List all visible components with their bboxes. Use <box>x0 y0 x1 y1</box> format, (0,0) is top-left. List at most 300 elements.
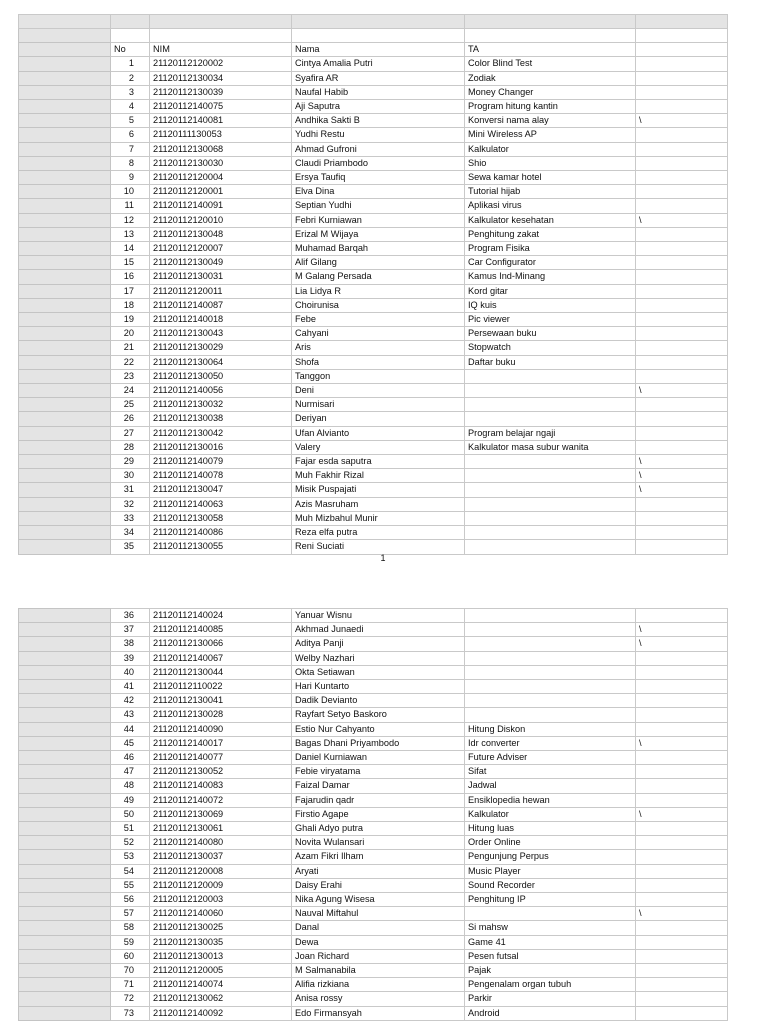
cell-no[interactable]: 31 <box>111 483 150 497</box>
cell-no[interactable]: 2 <box>111 71 150 85</box>
row-header[interactable] <box>19 128 111 142</box>
cell-nama[interactable]: Firstio Agape <box>292 807 465 821</box>
cell-nama[interactable]: Reza elfa putra <box>292 526 465 540</box>
cell-mark[interactable] <box>636 71 728 85</box>
cell-no[interactable]: 34 <box>111 526 150 540</box>
cell-ta[interactable] <box>465 609 636 623</box>
cell-mark[interactable] <box>636 369 728 383</box>
cell-mark[interactable] <box>636 850 728 864</box>
cell-nama[interactable]: Aditya Panji <box>292 637 465 651</box>
cell-no[interactable]: 1 <box>111 57 150 71</box>
cell-mark[interactable] <box>636 412 728 426</box>
cell-nim[interactable]: 21120112130037 <box>150 850 292 864</box>
cell-no[interactable]: 71 <box>111 978 150 992</box>
cell-nama[interactable]: Akhmad Junaedi <box>292 623 465 637</box>
cell-mark[interactable] <box>636 964 728 978</box>
cell-mark[interactable] <box>636 992 728 1006</box>
cell-nim[interactable]: 21120112140090 <box>150 722 292 736</box>
cell-ta[interactable]: Game 41 <box>465 935 636 949</box>
cell-ta[interactable]: Mini Wireless AP <box>465 128 636 142</box>
cell-no[interactable]: 30 <box>111 469 150 483</box>
cell-nama[interactable]: Daisy Erahi <box>292 878 465 892</box>
row-header[interactable] <box>19 156 111 170</box>
cell-no[interactable]: 38 <box>111 637 150 651</box>
cell-ta[interactable] <box>465 623 636 637</box>
cell-mark[interactable]: \ <box>636 455 728 469</box>
cell-nama[interactable]: Claudi Priambodo <box>292 156 465 170</box>
cell-no[interactable]: 21 <box>111 341 150 355</box>
cell-mark[interactable] <box>636 836 728 850</box>
cell-nama[interactable]: Andhika Sakti B <box>292 114 465 128</box>
cell-mark[interactable] <box>636 779 728 793</box>
cell-nim[interactable]: 21120112130038 <box>150 412 292 426</box>
cell-no[interactable]: 22 <box>111 355 150 369</box>
row-header[interactable] <box>19 765 111 779</box>
cell-ta[interactable]: Program Fisika <box>465 242 636 256</box>
cell-nama[interactable]: Ersya Taufiq <box>292 171 465 185</box>
cell-nama[interactable]: M Galang Persada <box>292 270 465 284</box>
cell-nim[interactable]: 21120112140017 <box>150 736 292 750</box>
cell-nim[interactable]: 21120112140018 <box>150 313 292 327</box>
cell-nama[interactable]: Novita Wulansari <box>292 836 465 850</box>
cell-no[interactable]: 9 <box>111 171 150 185</box>
cell-ta[interactable]: Pajak <box>465 964 636 978</box>
cell-nama[interactable]: Febie viryatama <box>292 765 465 779</box>
cell-ta[interactable]: Parkir <box>465 992 636 1006</box>
cell-mark[interactable] <box>636 57 728 71</box>
cell-no[interactable]: 55 <box>111 878 150 892</box>
cell-mark[interactable] <box>636 949 728 963</box>
cell-ta[interactable]: Android <box>465 1006 636 1020</box>
cell-mark[interactable]: \ <box>636 736 728 750</box>
cell-nim[interactable]: 21120112130016 <box>150 440 292 454</box>
cell-ta[interactable]: Idr converter <box>465 736 636 750</box>
cell-no[interactable]: 36 <box>111 609 150 623</box>
cell-nama[interactable]: Aris <box>292 341 465 355</box>
cell-no[interactable]: 60 <box>111 949 150 963</box>
cell-ta[interactable] <box>465 665 636 679</box>
cell-mark[interactable] <box>636 511 728 525</box>
cell-no[interactable]: 51 <box>111 822 150 836</box>
column-header[interactable] <box>465 15 636 29</box>
cell-mark[interactable] <box>636 540 728 554</box>
cell-ta[interactable]: Money Changer <box>465 85 636 99</box>
cell-mark[interactable] <box>636 284 728 298</box>
cell-mark[interactable] <box>636 609 728 623</box>
cell-nama[interactable]: Alif Gilang <box>292 256 465 270</box>
row-header[interactable] <box>19 708 111 722</box>
cell-ta[interactable] <box>465 708 636 722</box>
cell-no[interactable]: 20 <box>111 327 150 341</box>
cell-no[interactable]: 72 <box>111 992 150 1006</box>
row-header[interactable] <box>19 822 111 836</box>
row-header[interactable] <box>19 213 111 227</box>
cell-ta[interactable]: Kamus Ind-Minang <box>465 270 636 284</box>
cell-ta[interactable]: Jadwal <box>465 779 636 793</box>
cell-mark[interactable] <box>636 171 728 185</box>
cell-no[interactable]: 47 <box>111 765 150 779</box>
cell-ta[interactable] <box>465 369 636 383</box>
cell-nama[interactable]: Dewa <box>292 935 465 949</box>
cell-no[interactable]: 10 <box>111 185 150 199</box>
cell-mark[interactable] <box>636 722 728 736</box>
cell[interactable] <box>292 29 465 43</box>
cell-ta[interactable]: Kalkulator <box>465 142 636 156</box>
column-header[interactable] <box>636 15 728 29</box>
cell-ta[interactable]: Zodiak <box>465 71 636 85</box>
cell-ta[interactable]: Color Blind Test <box>465 57 636 71</box>
cell-nama[interactable]: Muh Fakhir Rizal <box>292 469 465 483</box>
cell-mark[interactable] <box>636 298 728 312</box>
row-header[interactable] <box>19 227 111 241</box>
cell-nim[interactable]: 21120112130049 <box>150 256 292 270</box>
cell-ta[interactable]: Si mahsw <box>465 921 636 935</box>
cell-mark[interactable]: \ <box>636 114 728 128</box>
cell-nama[interactable]: Reni Suciati <box>292 540 465 554</box>
cell-no[interactable]: 58 <box>111 921 150 935</box>
cell-ta[interactable]: Penghitung IP <box>465 893 636 907</box>
row-header[interactable] <box>19 694 111 708</box>
cell-mark[interactable] <box>636 921 728 935</box>
cell-no[interactable]: 26 <box>111 412 150 426</box>
cell-nim[interactable]: 21120111130053 <box>150 128 292 142</box>
cell-nim[interactable]: 21120112130043 <box>150 327 292 341</box>
cell-nama[interactable]: Yanuar Wisnu <box>292 609 465 623</box>
cell-nama[interactable]: Naufal Habib <box>292 85 465 99</box>
cell-no[interactable]: 59 <box>111 935 150 949</box>
cell-nama[interactable]: Alifia rizkiana <box>292 978 465 992</box>
row-header[interactable] <box>19 878 111 892</box>
cell-mark[interactable] <box>636 100 728 114</box>
cell-nim[interactable]: 21120112130047 <box>150 483 292 497</box>
row-header[interactable] <box>19 992 111 1006</box>
cell-ta[interactable] <box>465 398 636 412</box>
cell-nim[interactable]: 21120112130044 <box>150 665 292 679</box>
cell-no[interactable]: 57 <box>111 907 150 921</box>
cell-nama[interactable]: Erizal M Wijaya <box>292 227 465 241</box>
cell-no[interactable]: 24 <box>111 384 150 398</box>
row-header[interactable] <box>19 637 111 651</box>
row-header[interactable] <box>19 511 111 525</box>
cell-no[interactable]: 18 <box>111 298 150 312</box>
row-header[interactable] <box>19 171 111 185</box>
row-header[interactable] <box>19 793 111 807</box>
cell-nim[interactable]: 21120112120011 <box>150 284 292 298</box>
row-header[interactable] <box>19 29 111 43</box>
cell-nim[interactable]: 21120112110022 <box>150 680 292 694</box>
cell-nim[interactable]: 21120112140063 <box>150 497 292 511</box>
cell-ta[interactable]: Order Online <box>465 836 636 850</box>
cell-nim[interactable]: 21120112130032 <box>150 398 292 412</box>
cell[interactable] <box>636 43 728 57</box>
cell-nama[interactable]: Muhamad Barqah <box>292 242 465 256</box>
row-header[interactable] <box>19 71 111 85</box>
cell-mark[interactable]: \ <box>636 623 728 637</box>
cell-ta[interactable] <box>465 497 636 511</box>
row-header[interactable] <box>19 949 111 963</box>
cell-no[interactable]: 40 <box>111 665 150 679</box>
cell-ta[interactable]: Sound Recorder <box>465 878 636 892</box>
cell-mark[interactable] <box>636 497 728 511</box>
cell-mark[interactable] <box>636 426 728 440</box>
cell-nim[interactable]: 21120112120007 <box>150 242 292 256</box>
cell-nama[interactable]: Ghali Adyo putra <box>292 822 465 836</box>
cell-ta[interactable]: Future Adviser <box>465 751 636 765</box>
cell-nim[interactable]: 21120112130061 <box>150 822 292 836</box>
cell-no[interactable]: 27 <box>111 426 150 440</box>
cell-mark[interactable] <box>636 1006 728 1020</box>
cell-nim[interactable]: 21120112130058 <box>150 511 292 525</box>
cell-ta[interactable] <box>465 469 636 483</box>
cell-no[interactable]: 32 <box>111 497 150 511</box>
cell-ta[interactable] <box>465 651 636 665</box>
cell-no[interactable]: 12 <box>111 213 150 227</box>
cell-no[interactable]: 42 <box>111 694 150 708</box>
cell-nama[interactable]: Azam Fikri Ilham <box>292 850 465 864</box>
cell-nama[interactable]: Rayfart Setyo Baskoro <box>292 708 465 722</box>
cell-nim[interactable]: 21120112140079 <box>150 455 292 469</box>
row-header[interactable] <box>19 907 111 921</box>
cell-nama[interactable]: Anisa rossy <box>292 992 465 1006</box>
cell-mark[interactable]: \ <box>636 384 728 398</box>
cell-ta[interactable] <box>465 694 636 708</box>
cell-nim[interactable]: 21120112130039 <box>150 85 292 99</box>
cell-nim[interactable]: 21120112140056 <box>150 384 292 398</box>
cell-nama[interactable]: Welby Nazhari <box>292 651 465 665</box>
cell-ta[interactable]: Daftar buku <box>465 355 636 369</box>
cell-ta[interactable]: Kalkulator kesehatan <box>465 213 636 227</box>
row-header[interactable] <box>19 964 111 978</box>
cell-no[interactable]: 8 <box>111 156 150 170</box>
cell-no[interactable]: 45 <box>111 736 150 750</box>
cell-nama[interactable]: Azis Masruham <box>292 497 465 511</box>
cell-ta[interactable]: Penghitung zakat <box>465 227 636 241</box>
cell-ta[interactable]: Hitung luas <box>465 822 636 836</box>
row-header[interactable] <box>19 751 111 765</box>
cell-ta[interactable] <box>465 680 636 694</box>
cell-nim[interactable]: 21120112120002 <box>150 57 292 71</box>
cell-nim[interactable]: 21120112140060 <box>150 907 292 921</box>
cell-mark[interactable] <box>636 270 728 284</box>
column-header[interactable] <box>111 15 150 29</box>
row-header[interactable] <box>19 680 111 694</box>
cell-nama[interactable]: Edo Firmansyah <box>292 1006 465 1020</box>
cell-nim[interactable]: 21120112120001 <box>150 185 292 199</box>
cell-ta[interactable] <box>465 540 636 554</box>
row-header[interactable] <box>19 722 111 736</box>
cell-nim[interactable]: 21120112140078 <box>150 469 292 483</box>
cell-ta[interactable]: Pengunjung Perpus <box>465 850 636 864</box>
cell-no[interactable]: 52 <box>111 836 150 850</box>
cell-ta[interactable] <box>465 511 636 525</box>
cell-ta[interactable] <box>465 384 636 398</box>
cell-ta[interactable]: Program belajar ngaji <box>465 426 636 440</box>
cell[interactable] <box>465 29 636 43</box>
cell-ta[interactable]: Aplikasi virus <box>465 199 636 213</box>
row-header[interactable] <box>19 114 111 128</box>
cell-ta[interactable]: Sewa kamar hotel <box>465 171 636 185</box>
row-header[interactable] <box>19 142 111 156</box>
header-no[interactable]: No <box>111 43 150 57</box>
cell-no[interactable]: 16 <box>111 270 150 284</box>
cell-nim[interactable]: 21120112140074 <box>150 978 292 992</box>
cell-nim[interactable]: 21120112130069 <box>150 807 292 821</box>
cell-nim[interactable]: 21120112130068 <box>150 142 292 156</box>
cell-no[interactable]: 54 <box>111 864 150 878</box>
cell-nama[interactable]: Aryati <box>292 864 465 878</box>
cell-no[interactable]: 46 <box>111 751 150 765</box>
cell-mark[interactable] <box>636 665 728 679</box>
cell-no[interactable]: 35 <box>111 540 150 554</box>
cell-nim[interactable]: 21120112140091 <box>150 199 292 213</box>
cell-no[interactable]: 5 <box>111 114 150 128</box>
cell-nim[interactable]: 21120112130030 <box>150 156 292 170</box>
row-header[interactable] <box>19 100 111 114</box>
cell-ta[interactable] <box>465 907 636 921</box>
cell-mark[interactable] <box>636 694 728 708</box>
column-header[interactable] <box>292 15 465 29</box>
row-header[interactable] <box>19 836 111 850</box>
cell-nim[interactable]: 21120112130034 <box>150 71 292 85</box>
row-header[interactable] <box>19 497 111 511</box>
cell-nim[interactable]: 21120112140067 <box>150 651 292 665</box>
row-header[interactable] <box>19 355 111 369</box>
cell-nama[interactable]: Febri Kurniawan <box>292 213 465 227</box>
cell-ta[interactable]: Pic viewer <box>465 313 636 327</box>
cell-nama[interactable]: Bagas Dhani Priyambodo <box>292 736 465 750</box>
row-header[interactable] <box>19 384 111 398</box>
cell-nama[interactable]: Lia Lidya R <box>292 284 465 298</box>
cell-nim[interactable]: 21120112130025 <box>150 921 292 935</box>
cell-nim[interactable]: 21120112130064 <box>150 355 292 369</box>
cell-mark[interactable] <box>636 227 728 241</box>
header-ta[interactable]: TA <box>465 43 636 57</box>
cell-nim[interactable]: 21120112140077 <box>150 751 292 765</box>
cell-no[interactable]: 37 <box>111 623 150 637</box>
cell-nama[interactable]: Shofa <box>292 355 465 369</box>
cell-nim[interactable]: 21120112130042 <box>150 426 292 440</box>
cell-nim[interactable]: 21120112140024 <box>150 609 292 623</box>
cell-ta[interactable]: Shio <box>465 156 636 170</box>
cell-nama[interactable]: Estio Nur Cahyanto <box>292 722 465 736</box>
row-header[interactable] <box>19 779 111 793</box>
cell-ta[interactable] <box>465 637 636 651</box>
cell-nama[interactable]: Fajar esda saputra <box>292 455 465 469</box>
cell-nama[interactable]: Daniel Kurniawan <box>292 751 465 765</box>
cell-ta[interactable]: Pesen futsal <box>465 949 636 963</box>
cell-nim[interactable]: 21120112140092 <box>150 1006 292 1020</box>
cell-mark[interactable] <box>636 935 728 949</box>
cell-mark[interactable] <box>636 893 728 907</box>
cell-nim[interactable]: 21120112130055 <box>150 540 292 554</box>
cell-no[interactable]: 70 <box>111 964 150 978</box>
cell-nama[interactable]: Okta Setiawan <box>292 665 465 679</box>
cell-no[interactable]: 25 <box>111 398 150 412</box>
cell-no[interactable]: 7 <box>111 142 150 156</box>
cell-nama[interactable]: Choirunisa <box>292 298 465 312</box>
cell-no[interactable]: 23 <box>111 369 150 383</box>
cell[interactable] <box>111 29 150 43</box>
cell-nama[interactable]: Ufan Alvianto <box>292 426 465 440</box>
cell-nim[interactable]: 21120112140086 <box>150 526 292 540</box>
cell-nim[interactable]: 21120112130052 <box>150 765 292 779</box>
cell-nama[interactable]: Dadik Devianto <box>292 694 465 708</box>
cell-no[interactable]: 43 <box>111 708 150 722</box>
cell-mark[interactable] <box>636 85 728 99</box>
cell-no[interactable]: 49 <box>111 793 150 807</box>
cell-nama[interactable]: Cahyani <box>292 327 465 341</box>
cell-no[interactable]: 39 <box>111 651 150 665</box>
header-nim[interactable]: NIM <box>150 43 292 57</box>
cell-nim[interactable]: 21120112140072 <box>150 793 292 807</box>
cell-no[interactable]: 14 <box>111 242 150 256</box>
row-header[interactable] <box>19 85 111 99</box>
cell-no[interactable]: 48 <box>111 779 150 793</box>
cell-mark[interactable] <box>636 327 728 341</box>
cell-nim[interactable]: 21120112130035 <box>150 935 292 949</box>
cell-nama[interactable]: Deriyan <box>292 412 465 426</box>
cell-nim[interactable]: 21120112130050 <box>150 369 292 383</box>
cell-no[interactable]: 11 <box>111 199 150 213</box>
cell-nim[interactable]: 21120112120003 <box>150 893 292 907</box>
row-header[interactable] <box>19 469 111 483</box>
cell-nama[interactable]: Ahmad Gufroni <box>292 142 465 156</box>
cell-no[interactable]: 29 <box>111 455 150 469</box>
cell-nim[interactable]: 21120112120008 <box>150 864 292 878</box>
cell-nim[interactable]: 21120112140087 <box>150 298 292 312</box>
row-header[interactable] <box>19 284 111 298</box>
cell-no[interactable]: 3 <box>111 85 150 99</box>
cell-nim[interactable]: 21120112130028 <box>150 708 292 722</box>
row-header[interactable] <box>19 483 111 497</box>
cell-ta[interactable] <box>465 455 636 469</box>
row-header[interactable] <box>19 57 111 71</box>
cell-ta[interactable]: Kalkulator masa subur wanita <box>465 440 636 454</box>
cell-ta[interactable]: Kord gitar <box>465 284 636 298</box>
cell-ta[interactable]: IQ kuis <box>465 298 636 312</box>
row-header[interactable] <box>19 526 111 540</box>
cell-mark[interactable] <box>636 440 728 454</box>
row-header[interactable] <box>19 199 111 213</box>
cell-nama[interactable]: Fajarudin qadr <box>292 793 465 807</box>
cell-mark[interactable] <box>636 822 728 836</box>
row-header[interactable] <box>19 935 111 949</box>
cell-mark[interactable] <box>636 878 728 892</box>
cell-mark[interactable] <box>636 156 728 170</box>
cell-mark[interactable]: \ <box>636 469 728 483</box>
row-header[interactable] <box>19 850 111 864</box>
row-header[interactable] <box>19 736 111 750</box>
row-header[interactable] <box>19 609 111 623</box>
cell-no[interactable]: 17 <box>111 284 150 298</box>
cell-nama[interactable]: Misik Puspajati <box>292 483 465 497</box>
cell-mark[interactable]: \ <box>636 637 728 651</box>
cell-mark[interactable] <box>636 765 728 779</box>
row-header[interactable] <box>19 540 111 554</box>
cell-nama[interactable]: Yudhi Restu <box>292 128 465 142</box>
corner-cell[interactable] <box>19 15 111 29</box>
cell-nim[interactable]: 21120112120005 <box>150 964 292 978</box>
row-header[interactable] <box>19 651 111 665</box>
cell-mark[interactable] <box>636 864 728 878</box>
cell-mark[interactable] <box>636 526 728 540</box>
cell-nama[interactable]: Deni <box>292 384 465 398</box>
cell-nama[interactable]: Febe <box>292 313 465 327</box>
cell-mark[interactable] <box>636 355 728 369</box>
cell-mark[interactable] <box>636 680 728 694</box>
cell-nama[interactable]: M Salmanabila <box>292 964 465 978</box>
cell-ta[interactable]: Car Configurator <box>465 256 636 270</box>
